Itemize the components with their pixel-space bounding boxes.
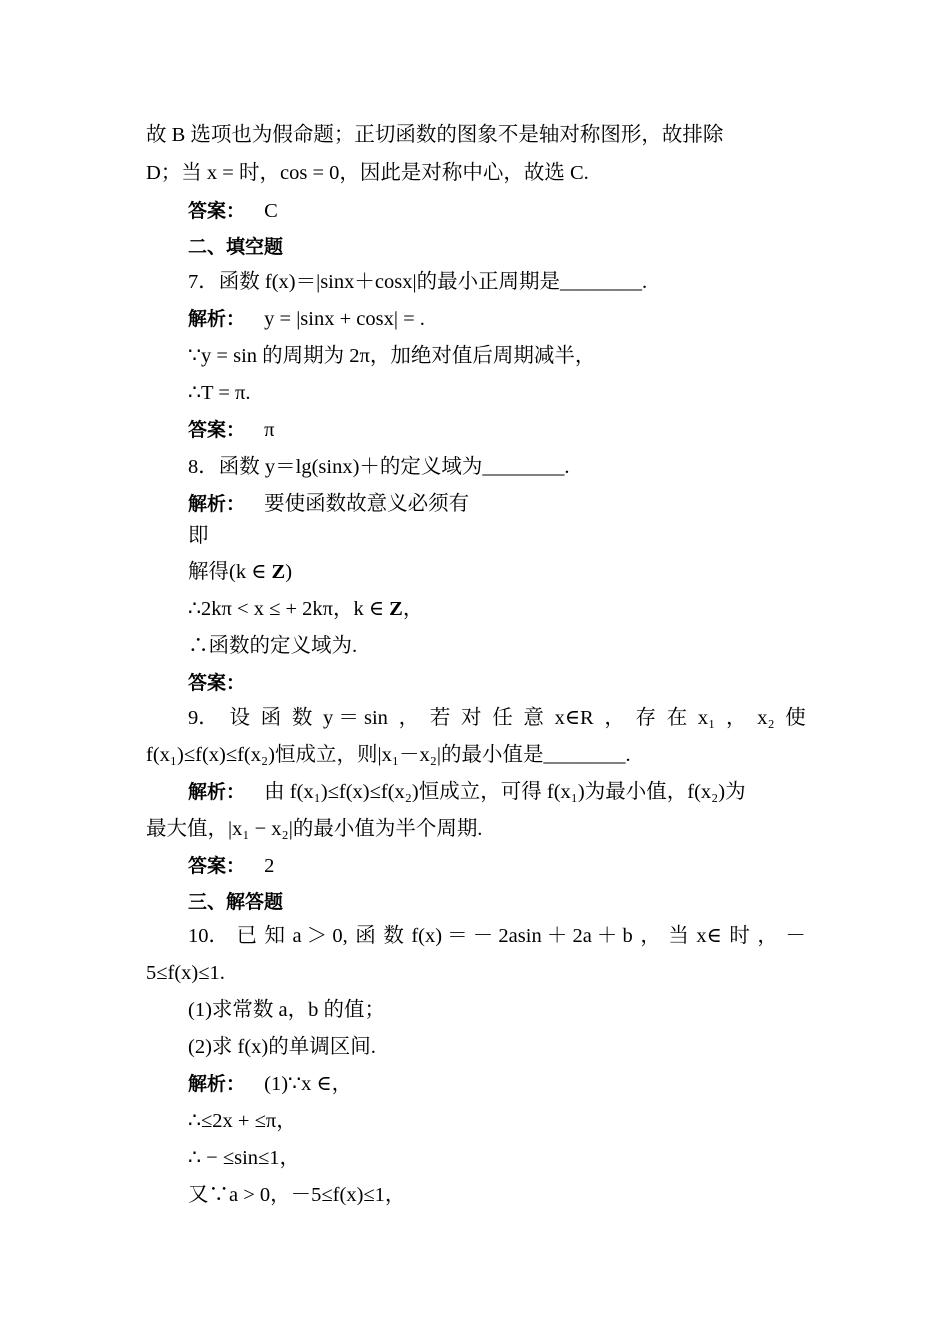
text-fragment: 函 (355, 925, 376, 947)
answer-line-8 (188, 669, 245, 697)
answer-label: 答案： (188, 855, 246, 877)
answer-label: 答案： (188, 419, 246, 441)
text-fragment: 意 (523, 707, 544, 729)
analysis-line-8 (188, 490, 469, 518)
integer-set-symbol: Z (271, 561, 286, 583)
question-10-line-1 (188, 922, 806, 950)
text-line-9a: 最大值，|x₁ − x₂|的最小值为半个周期. (146, 818, 483, 840)
text-fragment: x₂ (757, 707, 775, 729)
answer-label: 答案： (188, 200, 246, 222)
text-fragment: ， (726, 707, 747, 729)
text-line-1: 故 B 选项也为假命题；正切函数的图象不是轴对称图形，故排除 (146, 124, 724, 146)
analysis-value: 要使函数故意义必须有 (264, 493, 470, 515)
analysis-label: 解析： (188, 1073, 246, 1095)
text-fragment: 在 (666, 707, 688, 729)
analysis-label: 解析： (188, 308, 246, 330)
analysis-label: 解析： (188, 493, 246, 515)
analysis-label: 解析： (188, 781, 246, 803)
text-fragment: y ＝ sin (323, 707, 388, 729)
text-line-2: D；当 x = 时，cos = 0，因此是对称中心，故选 C. (146, 162, 589, 184)
text-fragment: 知 (264, 925, 286, 947)
answer-value: 2 (264, 855, 275, 877)
question-9-line-2: f(x₁)≤f(x)≤f(x₂)恒成立，则|x₁－x₂|的最小值是________. (146, 744, 631, 766)
text-fragment: 解得(k ∈ (188, 561, 272, 583)
text-line-10b: ∴ − ≤sin≤1， (188, 1147, 301, 1169)
text-fragment: 时 (729, 925, 750, 947)
text-fragment: 任 (492, 707, 513, 729)
text-line-8c (188, 595, 423, 623)
text-fragment: ， (640, 925, 661, 947)
analysis-value: (1)∵x ∈， (264, 1073, 353, 1095)
text-fragment: f(x) ＝ － 2asin ＋ 2a ＋ b (411, 925, 633, 947)
section-heading-solutions: 三、解答题 (188, 891, 284, 913)
analysis-line-7 (188, 305, 425, 333)
text-fragment: 设 (229, 707, 250, 729)
text-fragment: 对 (461, 707, 482, 729)
question-7: 7．函数 f(x)＝|sinx＋cosx|的最小正周期是________. (188, 271, 648, 293)
question-10-part-2: (2)求 f(x)的单调区间. (188, 1036, 376, 1058)
text-fragment: 若 (429, 707, 451, 729)
question-10-part-1: (1)求常数 a，b 的值； (188, 999, 386, 1021)
answer-label: 答案： (188, 672, 246, 694)
integer-set-symbol: Z (389, 598, 403, 620)
text-line-10c: 又∵a > 0，－5≤f(x)≤1， (188, 1184, 406, 1206)
analysis-line-10 (188, 1070, 352, 1098)
text-fragment: 10． (188, 925, 229, 947)
text-fragment: x₁ (697, 707, 716, 729)
answer-line-9 (188, 852, 274, 880)
text-fragment: 函 (260, 707, 282, 729)
text-fragment: ， (402, 598, 424, 620)
text-fragment: 存 (635, 707, 657, 729)
text-fragment: 已 (236, 925, 258, 947)
question-8: 8．函数 y＝lg(sinx)＋的定义域为________. (188, 456, 570, 478)
text-fragment: ， (757, 925, 778, 947)
text-fragment: ， (604, 707, 625, 729)
answer-value: C (264, 200, 278, 222)
text-fragment: 当 (668, 925, 689, 947)
text-fragment: ) (285, 561, 293, 583)
answer-line-7 (188, 416, 275, 444)
text-fragment: 数 (383, 925, 404, 947)
text-line-10a: ∴≤2x + ≤π， (188, 1110, 297, 1132)
text-fragment: x∈ (696, 925, 722, 947)
text-fragment: 使 (785, 707, 806, 729)
question-9-line-1 (188, 704, 806, 732)
analysis-value: 由 f(x₁)≤f(x)≤f(x₂)恒成立，可得 f(x₁)为最小值，f(x₂)为 (264, 781, 746, 803)
text-fragment: 9． (188, 707, 219, 729)
analysis-line-9 (188, 778, 746, 806)
question-10-line-2: 5≤f(x)≤1. (146, 962, 225, 984)
text-fragment: ， (398, 707, 420, 729)
text-fragment: a ＞ 0, (292, 925, 348, 947)
text-fragment: ∴2kπ < x ≤ + 2kπ，k ∈ (188, 598, 390, 620)
text-fragment: － (785, 925, 806, 947)
text-fragment: x∈R (554, 707, 594, 729)
text-line-7a: ∵y = sin 的周期为 2π，加绝对值后周期减半， (188, 345, 596, 367)
analysis-value: y = |sinx + cosx| = . (264, 308, 425, 330)
text-line-8a: 即 (188, 525, 209, 547)
text-fragment: 数 (291, 707, 313, 729)
text-line-7b: ∴T = π. (188, 382, 251, 404)
section-heading-fill-blank: 二、填空题 (188, 236, 284, 258)
text-line-8d: ∴函数的定义域为. (188, 635, 358, 657)
answer-line-6 (188, 197, 278, 225)
text-line-8b (188, 558, 292, 586)
answer-value: π (264, 419, 275, 441)
